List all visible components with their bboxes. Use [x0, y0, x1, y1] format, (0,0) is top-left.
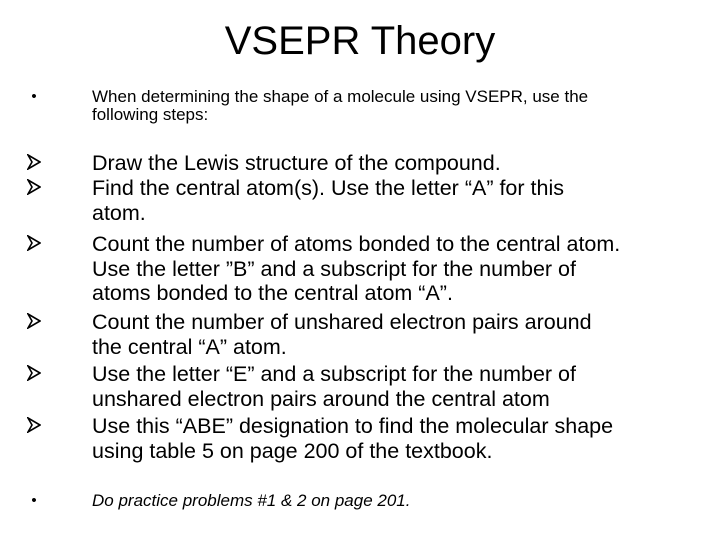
slide-title: VSEPR Theory	[224, 19, 496, 63]
bullet-marker: •	[31, 492, 37, 509]
step-1-line-1: Draw the Lewis structure of the compound.	[92, 151, 501, 175]
step-6-line-2: using table 5 on page 200 of the textbook.	[92, 438, 493, 463]
step-4-line-1: Count the number of unshared electron pairs around	[92, 310, 592, 334]
intro-line-2: following steps:	[92, 105, 209, 124]
step-2-text	[92, 176, 712, 225]
step-5-line-1: Use the letter “E” and a subscript for the number of	[92, 362, 576, 386]
intro-line-1: When determining the shape of a molecule using VSEPR, use the	[92, 87, 589, 106]
step-5-text	[92, 362, 712, 411]
arrow-bullet-icon	[22, 362, 46, 387]
step-4-text	[92, 310, 712, 359]
arrow-bullet-icon	[22, 232, 46, 257]
step-3-text	[92, 232, 712, 306]
step-6-text	[92, 414, 712, 463]
step-2-line-2: atom.	[92, 200, 146, 225]
step-5-line-2: unshared electron pairs around the central atom	[92, 386, 550, 411]
step-1-text	[92, 151, 712, 176]
step-3-line-2: Use the letter ”B” and a subscript for the number of	[92, 256, 576, 281]
arrow-bullet-icon	[22, 151, 46, 176]
step-3-line-1: Count the number of atoms bonded to the central atom.	[92, 232, 621, 256]
bullet-marker: •	[31, 88, 37, 105]
step-6-line-1: Use this “ABE” designation to find the molecular shape	[92, 414, 614, 438]
arrow-bullet-icon	[22, 414, 46, 439]
arrow-bullet-icon	[22, 310, 46, 335]
step-3-line-3: atoms bonded to the central atom “A”.	[92, 281, 453, 306]
step-2-line-1: Find the central atom(s). Use the letter “A” for this	[92, 176, 564, 200]
step-4-line-2: the central “A” atom.	[92, 334, 287, 359]
practice-text: Do practice problems #1 & 2 on page 201.	[92, 491, 411, 510]
intro-text	[92, 88, 712, 124]
arrow-bullet-icon	[22, 176, 46, 201]
